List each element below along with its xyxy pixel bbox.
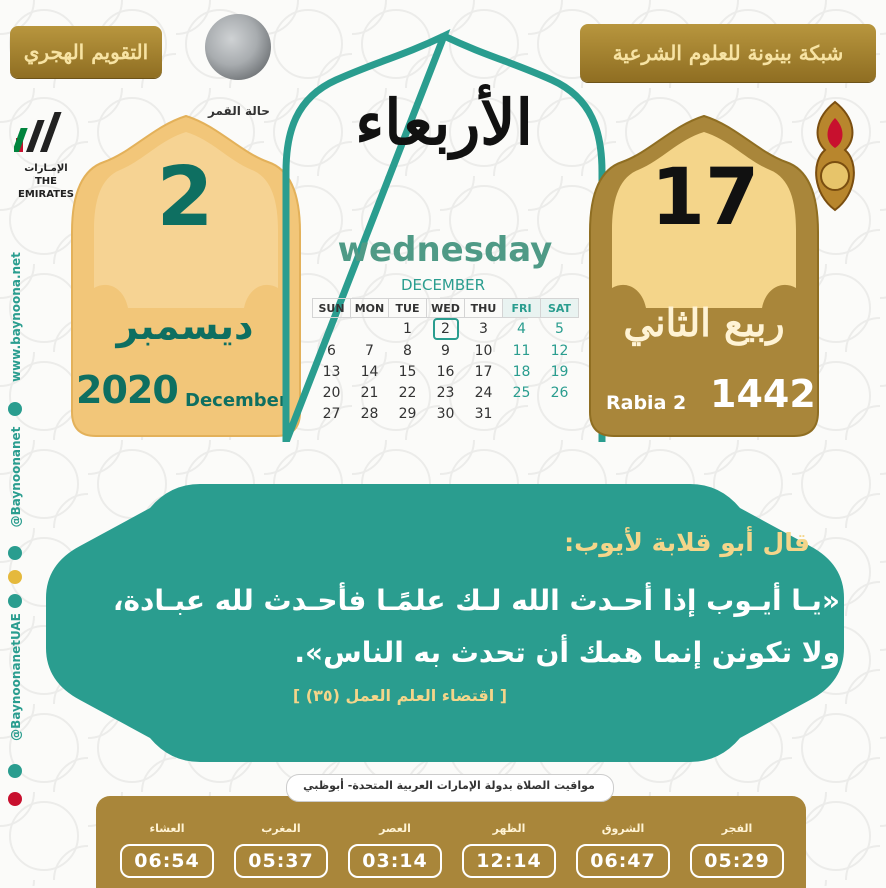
- prayer-name: العصر: [379, 822, 411, 835]
- prayer-fajr: [690, 822, 784, 878]
- calendar-day: 16: [436, 363, 455, 380]
- moon-phase-icon: [205, 14, 271, 80]
- prayer-name: الفجر: [721, 822, 753, 835]
- calendar-day: 11: [512, 342, 531, 359]
- weekday-mon: MON: [351, 299, 389, 318]
- emirates-ar: الإمـارات: [24, 163, 68, 174]
- calendar-day: 10: [474, 342, 493, 359]
- calendar-day: 12: [550, 342, 569, 359]
- moon-label: حالة القمر: [208, 104, 270, 118]
- calendar-week: [313, 382, 579, 403]
- calendar-week: [313, 403, 579, 424]
- selected-day: 2: [433, 318, 459, 340]
- hijri-calendar-label: التقويم الهجري: [23, 40, 149, 64]
- calendar-day: 25: [512, 384, 531, 401]
- network-label: شبكة بينونة للعلوم الشرعية: [612, 41, 844, 65]
- calendar-day: 20: [322, 384, 341, 401]
- hijri-month-en: Rabia 2: [606, 392, 687, 414]
- telegram-icon: [8, 546, 22, 560]
- calendar-day: 5: [555, 321, 564, 337]
- hijri-calendar-badge: [10, 26, 162, 78]
- calendar-day-selected: [427, 318, 465, 341]
- calendar-day: [351, 318, 389, 341]
- gregorian-month-ar: ديسمبر: [116, 304, 254, 348]
- calendar-day: 13: [322, 363, 341, 380]
- calendar-day: 9: [441, 342, 450, 359]
- quote-speaker: قال أبو قلابة لأيوب:: [564, 528, 810, 557]
- prayer-panel-title: مواقيت الصلاة بدولة الإمارات العربية المتحدة- أبوظبي: [303, 779, 595, 792]
- calendar-day: 31: [474, 405, 493, 422]
- calendar-day: [503, 403, 541, 424]
- calendar-day: 30: [436, 405, 455, 422]
- prayer-name: العشاء: [149, 822, 185, 835]
- calendar-day: 29: [398, 405, 417, 422]
- calendar-day: 21: [360, 384, 379, 401]
- weekday-sat: SAT: [541, 299, 579, 318]
- calendar-day: 28: [360, 405, 379, 422]
- calendar-day: 6: [327, 342, 336, 359]
- calendar-week: [313, 340, 579, 361]
- prayer-name: الظهر: [492, 822, 526, 835]
- weekday-tue: TUE: [389, 299, 427, 318]
- calendar-day: [313, 318, 351, 341]
- prayer-name: الشروق: [601, 822, 645, 835]
- prayer-isha: [120, 822, 214, 878]
- calendar-day: 7: [365, 342, 374, 359]
- prayer-shuruq: [576, 822, 670, 878]
- prayer-name: المغرب: [261, 822, 301, 835]
- gregorian-month-en: December: [185, 390, 288, 411]
- calendar-day: 1: [403, 321, 412, 337]
- weekday-thu: THU: [465, 299, 503, 318]
- quote-line-2: ولا تكونن إنما همك أن تحدث به الناس».: [294, 636, 840, 669]
- youtube-icon: [8, 792, 22, 806]
- website-link[interactable]: www.baynoona.net: [9, 252, 23, 382]
- calendar-day: 24: [474, 384, 493, 401]
- hijri-day: 17: [650, 153, 760, 243]
- quote-line-1: «يـا أيـوب إذا أحـدث الله لـك علمًـا فأحـدث لله عبـادة،: [112, 584, 840, 617]
- calendar-day: 14: [360, 363, 379, 380]
- prayer-maghrib: [234, 822, 328, 878]
- hijri-month-ar: ربيع الثاني: [623, 300, 785, 345]
- quote-box: [40, 478, 850, 768]
- weekday-sun: SUN: [313, 299, 351, 318]
- prayer-time: 06:54: [120, 844, 214, 878]
- calendar-day: 18: [512, 363, 531, 380]
- emirates-en: THE EMIRATES: [17, 176, 75, 200]
- quote-source: [ اقتضاء العلم العمل (٣٥) ]: [292, 686, 508, 705]
- facebook-icon: [8, 764, 22, 778]
- calendar-day: [541, 403, 579, 424]
- gregorian-day: 2: [156, 150, 214, 245]
- prayer-time: 12:14: [462, 844, 556, 878]
- hijri-year: 1442: [710, 372, 816, 416]
- calendar-day: 22: [398, 384, 417, 401]
- calendar-day: 26: [550, 384, 569, 401]
- calendar-day: 23: [436, 384, 455, 401]
- calendar-day: 3: [479, 321, 488, 337]
- calendar-day: 4: [517, 321, 526, 337]
- calendar-day: 15: [398, 363, 417, 380]
- calendar-title: DECEMBER: [400, 276, 486, 294]
- social-sidebar: [0, 230, 30, 820]
- weekday-wed: WED: [427, 299, 465, 318]
- day-name-en: wednesday: [337, 230, 553, 270]
- calendar-day: 19: [550, 363, 569, 380]
- day-name-ar: الأربعاء: [355, 86, 533, 159]
- prayer-time: 05:37: [234, 844, 328, 878]
- calendar-day: 8: [403, 342, 412, 359]
- calendar-day: 27: [322, 405, 341, 422]
- handle-link-1[interactable]: @Baynoonanet: [9, 426, 23, 528]
- calendar-day: 17: [474, 363, 493, 380]
- prayer-time: 03:14: [348, 844, 442, 878]
- handle-link-2[interactable]: @BaynoonanetUAE: [9, 613, 23, 741]
- calendar-week: [313, 361, 579, 382]
- prayer-dhuhr: [462, 822, 556, 878]
- prayer-asr: [348, 822, 442, 878]
- network-badge: [580, 24, 876, 82]
- calendar-week: [313, 318, 579, 341]
- snapchat-icon: [8, 570, 22, 584]
- weekday-fri: FRI: [503, 299, 541, 318]
- prayer-time: 05:29: [690, 844, 784, 878]
- calendar-weekday-row: [313, 299, 579, 318]
- month-calendar: [312, 298, 579, 424]
- prayer-time: 06:47: [576, 844, 670, 878]
- gregorian-year: 2020: [76, 368, 178, 412]
- emirates-logo-icon: [14, 108, 74, 158]
